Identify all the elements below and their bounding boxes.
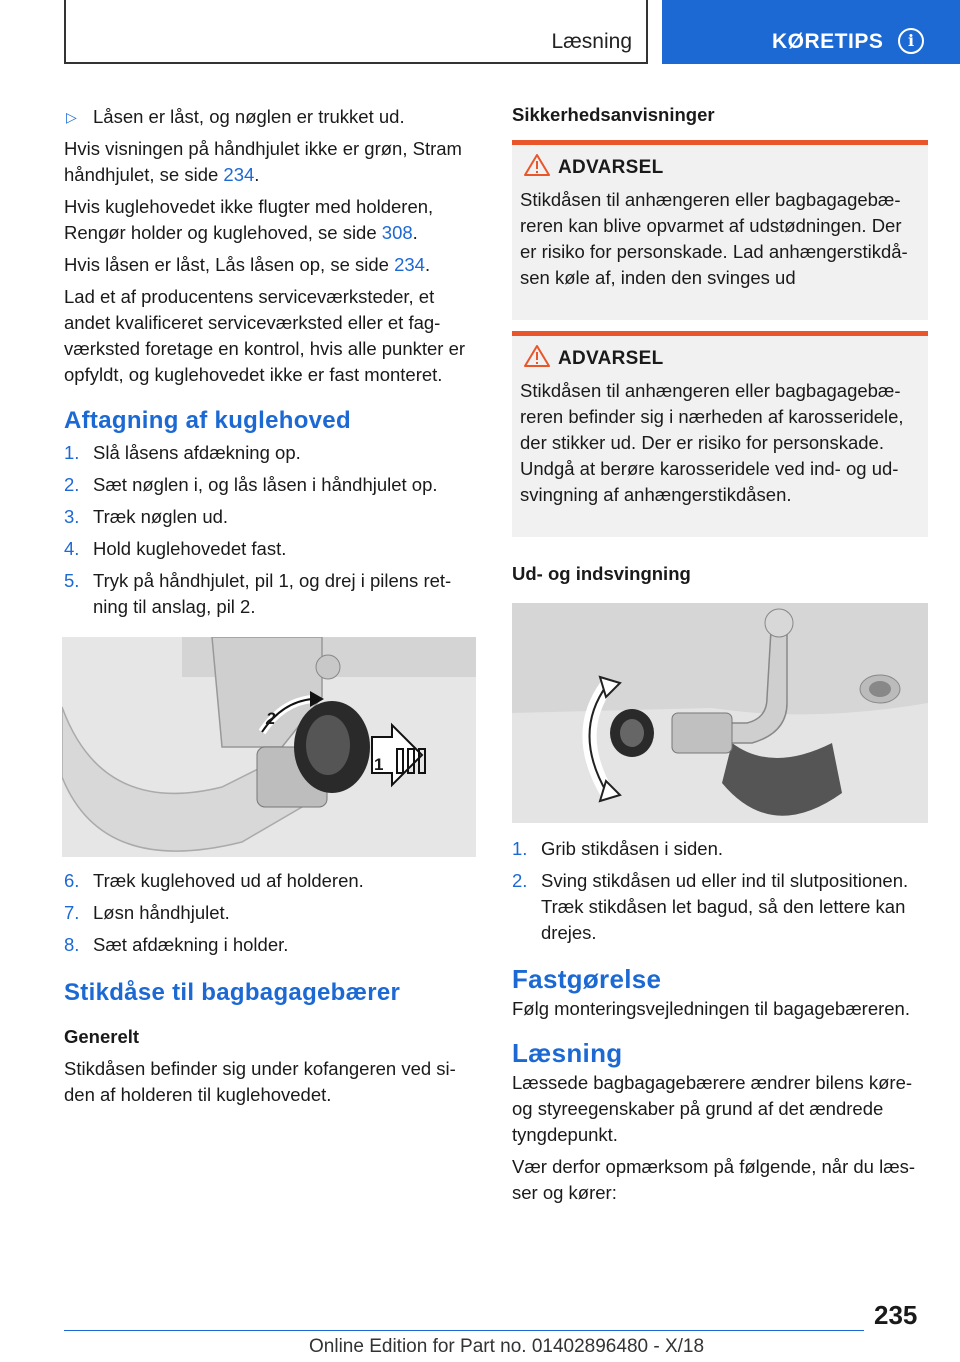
- step-text: Sæt afdækning i holder.: [93, 934, 289, 955]
- step-number: 3.: [64, 506, 80, 527]
- bullet-item: [64, 104, 479, 130]
- step-text: Træk kuglehoved ud af holderen.: [93, 870, 364, 891]
- page-link[interactable]: 234: [223, 164, 255, 185]
- heading-general: Generelt: [64, 1026, 140, 1047]
- warning-icon: [524, 344, 550, 368]
- paragraph: Følg monteringsvejledningen til bagagebæreren.: [512, 998, 910, 1019]
- paragraph: Hvis visningen på håndhjulet ikke er grøn, Stram håndhjulet, se side 234.: [64, 138, 462, 185]
- step-number: 2.: [64, 474, 80, 495]
- footer-divider: [64, 1330, 864, 1331]
- paragraph: Lad et af producentens serviceværksteder, et andet kvalificeret serviceværksted eller et fagværksted foretage en kontrol, hvis alle punkter er opfyldt, og kuglehovedet ikke er fast monteret.: [64, 286, 466, 385]
- step-number: 1.: [64, 442, 80, 463]
- section-title: Læsning: [551, 30, 632, 53]
- page-number: 235: [874, 1300, 918, 1330]
- steps-list: [64, 868, 479, 958]
- list-item: [64, 568, 479, 620]
- step-number: 8.: [64, 934, 80, 955]
- header-tab-koretips[interactable]: [662, 0, 960, 64]
- right-column-lower: [512, 836, 928, 1212]
- footer-edition: Online Edition for Part no. 01402896480 - X/18: [309, 1336, 705, 1357]
- heading-safety: Sikkerhedsanvisninger: [512, 104, 715, 125]
- triangle-bullet-icon: ▷: [66, 109, 77, 125]
- step-text: Slå låsens afdækning op.: [93, 442, 301, 463]
- list-item: [64, 504, 479, 530]
- step-text: Grib stikdåsen i siden.: [541, 838, 724, 859]
- step-number: 6.: [64, 870, 80, 891]
- arrow-label-1: 1: [374, 755, 384, 774]
- bullet-text: Låsen er låst, og nøglen er trukket ud.: [93, 106, 405, 127]
- steps-list: [512, 836, 928, 946]
- page-link[interactable]: 308: [381, 222, 413, 243]
- socket-swing-illustration: [512, 603, 928, 823]
- step-text: Løsn håndhjulet.: [93, 902, 230, 923]
- list-item: [64, 472, 479, 498]
- heading-loading: Læsning: [512, 1038, 623, 1068]
- step-number: 2.: [512, 870, 528, 891]
- arrow-label-2: 2: [266, 709, 276, 728]
- step-text: Tryk på håndhjulet, pil 1, og drej i pilens retning til anslag, pil 2.: [93, 570, 452, 617]
- list-item: [512, 836, 928, 862]
- left-column: [64, 104, 479, 626]
- heading-removal: Aftagning af kuglehoved: [64, 407, 351, 434]
- info-icon[interactable]: i: [898, 28, 924, 54]
- paragraph: Stikdåsen befinder sig under kofangeren ved siden af holderen til kuglehovedet.: [64, 1058, 456, 1105]
- list-item: [64, 440, 479, 466]
- warning-text: Stikdåsen til anhængeren eller bagbagagebæreren befinder sig i nærheden af karosseridele, der stikker ud. Der er risiko for personskade. Undgå at berøre karosseridele ved ind- og udsvingning af anhængerstikdåsen.: [520, 380, 904, 505]
- page-link[interactable]: 234: [394, 254, 425, 275]
- list-item: [64, 868, 479, 894]
- warning-box: [512, 140, 928, 320]
- step-text: Træk nøglen ud.: [93, 506, 229, 527]
- step-text: Sving stikdåsen ud eller ind til slutpositionen. Træk stikdåsen let bagud, så den lettere kan drejes.: [541, 870, 909, 943]
- warning-icon: [524, 153, 550, 177]
- step-number: 5.: [64, 570, 80, 591]
- heading-fasten: Fastgørelse: [512, 964, 662, 994]
- warning-title: ADVARSEL: [558, 348, 664, 369]
- steps-list: [64, 440, 479, 620]
- towbar-removal-illustration: [62, 637, 476, 857]
- list-item: [512, 868, 928, 946]
- socket-drawing: [512, 603, 928, 823]
- left-column-lower: [64, 868, 479, 1114]
- warning-text: Stikdåsen til anhængeren eller bagbagagebæreren kan blive opvarmet af udstødningen. Der er risiko for personskade. Lad anhængerstikdåsen køle af, inden den svinges ud: [520, 189, 908, 288]
- heading-swing: Ud- og indsvingning: [512, 563, 691, 584]
- list-item: [64, 900, 479, 926]
- header-section-box: [64, 0, 648, 64]
- warning-title: ADVARSEL: [558, 157, 664, 178]
- warning-box: [512, 331, 928, 537]
- heading-socket: Stikdåse til bagbagagebærer: [64, 979, 401, 1006]
- list-item: [64, 536, 479, 562]
- paragraph: Hvis kuglehovedet ikke flugter med holderen, Rengør holder og kuglehoved, se side 308.: [64, 196, 434, 243]
- step-text: Hold kuglehovedet fast.: [93, 538, 287, 559]
- paragraph: Læssede bagbagagebærere ændrer bilens køre- og styreegenskaber på grund af det ændrede tyngdepunkt.: [512, 1072, 913, 1145]
- towbar-drawing: [62, 637, 476, 857]
- step-number: 1.: [512, 838, 528, 859]
- tab-label: KØRETIPS: [772, 30, 884, 53]
- step-number: 4.: [64, 538, 80, 559]
- step-text: Sæt nøglen i, og lås låsen i håndhjulet op.: [93, 474, 438, 495]
- step-number: 7.: [64, 902, 80, 923]
- paragraph: Vær derfor opmærksom på følgende, når du læsser og kører:: [512, 1156, 916, 1203]
- paragraph: Hvis låsen er låst, Lås låsen op, se side 234.: [64, 254, 431, 275]
- list-item: [64, 932, 479, 958]
